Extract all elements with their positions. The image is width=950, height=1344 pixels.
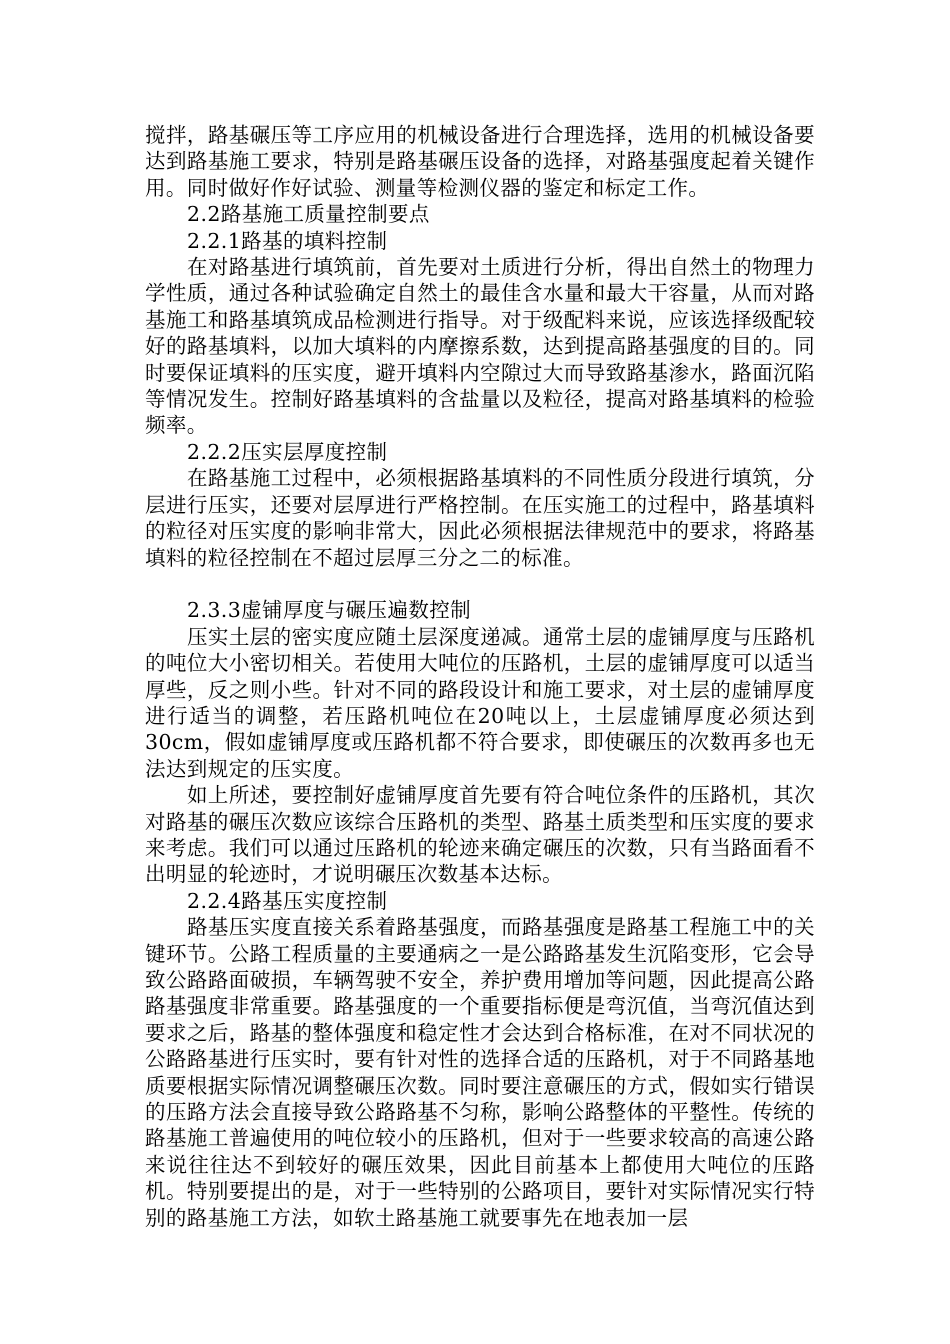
subsection-heading-2-2-1: 2.2.1路基的填料控制 — [187, 228, 388, 253]
subsection-heading-2-2-4: 2.2.4路基压实度控制 — [187, 888, 388, 913]
paragraph-fill-control: 在对路基进行填筑前，首先要对土质进行分析，得出自然土的物理力学性质，通过各种试验确定自然土的最佳含水量和最大干容量，从而对路基施工和路基填筑成品检测进行指导。对于级配料来说，应该选择级配较好的路基填料，以加大填料的内摩擦系数，达到提高路基强度的目的。同时要保证填料的压实度，避开填料内空隙过大而导致路基渗水，路面沉陷等情况发生。控制好路基填料的含盐量以及粒径，提高对路基填料的检验频率。 — [145, 255, 815, 438]
paragraph-rolling-passes: 如上所述，要控制好虚铺厚度首先要有符合吨位条件的压路机，其次对路基的碾压次数应该综合压路机的类型、路基土质类型和压实度的要求来考虑。我们可以通过压路机的轮迹来确定碾压的次数，只有当路面看不出明显的轮迹时，才说明碾压次数基本达标。 — [145, 783, 815, 887]
document-page — [145, 122, 815, 1231]
blank-line — [145, 571, 815, 597]
paragraph-continuation: 搅拌，路基碾压等工序应用的机械设备进行合理选择，选用的机械设备要达到路基施工要求，特别是路基碾压设备的选择，对路基强度起着关键作用。同时做好作好试验、测量等检测仪器的鉴定和标定工作。 — [145, 123, 815, 200]
paragraph-layer-thickness: 在路基施工过程中，必须根据路基填料的不同性质分段进行填筑，分层进行压实，还要对层厚进行严格控制。在压实施工的过程中，路基填料的粒径对压实度的影响非常大，因此必须根据法律规范中的要求，将路基填料的粒径控制在不超过层厚三分之二的标准。 — [145, 466, 815, 570]
paragraph-compaction: 路基压实度直接关系着路基强度，而路基强度是路基工程施工中的关键环节。公路工程质量的主要通病之一是公路路基发生沉陷变形，它会导致公路路面破损，车辆驾驶不安全，养护费用增加等问题，因此提高公路路基强度非常重要。路基强度的一个重要指标便是弯沉值，当弯沉值达到要求之后，路基的整体强度和稳定性才会达到合格标准，在对不同状况的公路路基进行压实时，要有针对性的选择合适的压路机，对于不同路基地质要根据实际情况调整碾压次数。同时要注意碾压的方式，假如实行错误的压路方法会直接导致公路路基不匀称，影响公路整体的平整性。传统的路基施工普遍使用的吨位较小的压路机，但对于一些要求较高的高速公路来说往往达不到较好的碾压效果，因此目前基本上都使用大吨位的压路机。特别要提出的是，对于一些特别的公路项目，要针对实际情况实行特别的路基施工方法，如软土路基施工就要事先在地表加一层 — [145, 915, 815, 1230]
subsection-heading-2-3-3: 2.3.3虚铺厚度与碾压遍数控制 — [187, 598, 472, 623]
subsection-heading-2-2-2: 2.2.2压实层厚度控制 — [187, 439, 388, 464]
paragraph-loose-thickness: 压实土层的密实度应随土层深度递减。通常土层的虚铺厚度与压路机的吨位大小密切相关。若使用大吨位的压路机，土层的虚铺厚度可以适当厚些，反之则小些。针对不同的路段设计和施工要求，对土层的虚铺厚度进行适当的调整，若压路机吨位在20吨以上，土层虚铺厚度必须达到30cm，假如虚铺厚度或压路机都不符合要求，即使碾压的次数再多也无法达到规定的压实度。 — [145, 624, 815, 781]
section-heading-2-2: 2.2路基施工质量控制要点 — [187, 202, 430, 227]
